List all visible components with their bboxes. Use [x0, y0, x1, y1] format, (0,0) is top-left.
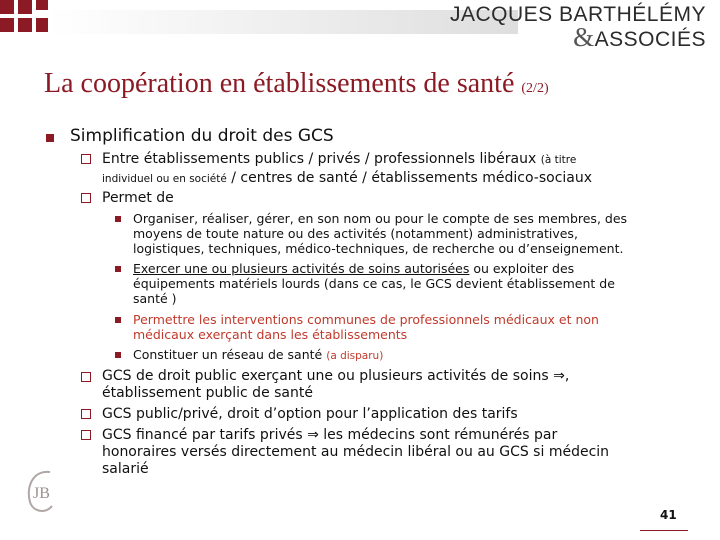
bullet-square-icon — [46, 134, 54, 142]
bullet-hollow-square-icon — [81, 154, 91, 164]
bullet-small-square-icon — [115, 216, 121, 222]
t4-main: Constituer un réseau de santé — [133, 347, 323, 362]
bullet-l2-text-5c: salarié — [102, 461, 149, 477]
corner-square-2 — [18, 0, 32, 14]
bullet-l3-text-3b: médicaux exerçant dans les établissements — [133, 327, 408, 342]
brand-ampersand: & — [573, 22, 595, 52]
bullet-small-square-icon — [115, 352, 121, 358]
header-gradient-bar — [48, 10, 518, 34]
title-suffix: (2/2) — [521, 81, 549, 96]
bullet-small-square-icon — [115, 317, 121, 323]
bullet-l3-text-1b: moyens de toute nature ou des activités (notamment) administratives, — [133, 226, 578, 241]
title-main: La coopération en établissements de santé — [44, 68, 515, 99]
bullet-l2-text-3b: établissement public de santé — [102, 385, 313, 401]
brand-line2 — [450, 24, 706, 51]
brand-logo — [450, 4, 706, 51]
brand-associes: ASSOCIÉS — [594, 28, 706, 51]
corner-square-3 — [36, 0, 48, 10]
page-number: 41 — [660, 508, 677, 522]
bullet-l3-text-1c: logistiques, techniques, médico-techniques, de recherche ou d’enseignement. — [133, 241, 624, 256]
logo-text: JB — [33, 485, 50, 502]
bullet-l2-text-1b — [102, 170, 592, 188]
bullet-l1-text: Simplification du droit des GCS — [70, 126, 334, 146]
page-title — [44, 68, 549, 100]
corner-square-6 — [36, 18, 48, 32]
bullet-l2-text-2: Permet de — [102, 190, 174, 206]
bullet-l3-text-2c: santé ) — [133, 291, 177, 306]
page-number-underline — [640, 530, 688, 531]
s1-small-1: (à titre — [540, 154, 577, 166]
bullet-l2-text-1 — [102, 151, 576, 169]
bullet-small-square-icon — [115, 266, 121, 272]
t4-small: (a disparu) — [326, 350, 384, 362]
corner-square-4 — [0, 18, 14, 32]
bullet-l3-text-3a: Permettre les interventions communes de professionnels médicaux et non — [133, 312, 599, 327]
bullet-l3-text-4 — [133, 347, 383, 365]
brand-line1: JACQUES BARTHÉLÉMY — [449, 3, 706, 26]
s1-part-a: Entre établissements publics / privés / professionnels libéraux — [102, 151, 537, 167]
bullet-hollow-square-icon — [81, 193, 91, 203]
bullet-l3-text-2a — [133, 261, 574, 277]
corner-square-5 — [18, 18, 32, 32]
t2-rest: ou exploiter des — [473, 261, 575, 276]
bullet-hollow-square-icon — [81, 430, 91, 440]
s1-part-b: / centres de santé / établissements médico-sociaux — [231, 170, 593, 186]
bullet-l2-text-3a: GCS de droit public exerçant une ou plusieurs activités de soins ⇒, — [102, 368, 570, 384]
bullet-l2-text-4: GCS public/privé, droit d’option pour l’application des tarifs — [102, 406, 518, 422]
bullet-l3-text-2b: équipements matériels lourds (dans ce cas, le GCS devient établissement de — [133, 276, 615, 291]
bullet-l2-text-5a: GCS financé par tarifs privés ⇒ les médecins sont rémunérés par — [102, 427, 558, 443]
jb-monogram-logo — [24, 466, 56, 516]
bullet-hollow-square-icon — [81, 409, 91, 419]
bullet-hollow-square-icon — [81, 372, 91, 382]
s1-small-2: individuel ou en société — [102, 173, 227, 185]
t2-underlined: Exercer une ou plusieurs activités de soins autorisées — [133, 261, 470, 276]
bullet-l3-text-1a: Organiser, réaliser, gérer, en son nom ou pour le compte de ses membres, des — [133, 211, 628, 226]
corner-square-1 — [0, 0, 14, 14]
bullet-l2-text-5b: honoraires versés directement au médecin libéral ou au GCS si médecin — [102, 444, 610, 460]
